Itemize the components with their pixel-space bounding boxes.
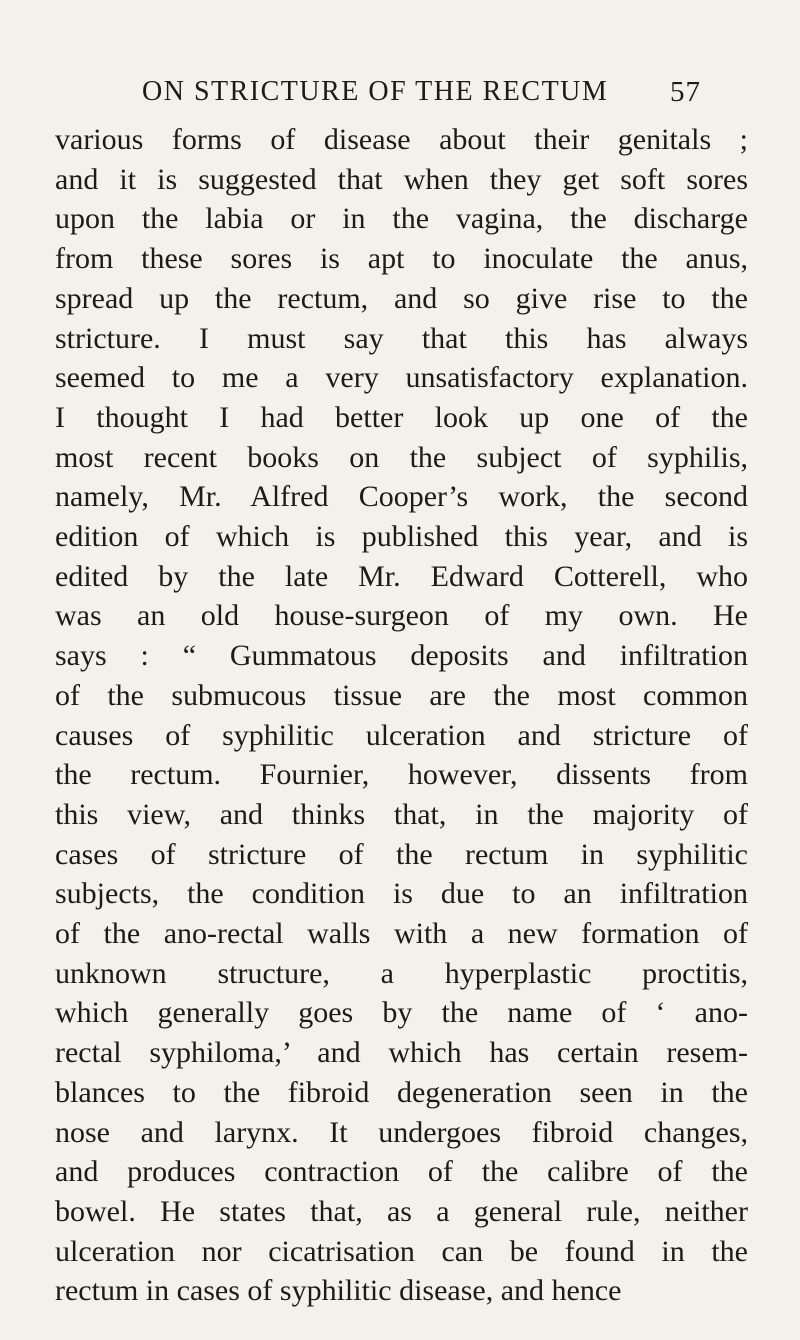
- text-line: rectal syphiloma,’ and which has certain resem-: [55, 1036, 748, 1070]
- text-line: of the submucous tissue are the most common: [55, 678, 748, 712]
- text-line: upon the labia or in the vagina, the discharge: [55, 202, 748, 236]
- text-line: unknown structure, a hyperplastic proctitis,: [55, 956, 748, 990]
- text-line: edited by the late Mr. Edward Cotterell, who: [55, 559, 748, 593]
- text-line: and produces contraction of the calibre of the: [55, 1155, 748, 1189]
- running-title: ON STRICTURE OF THE RECTUM: [142, 76, 609, 107]
- text-line: which generally goes by the name of ‘ ano-: [55, 996, 748, 1030]
- page-number: 57: [670, 76, 701, 108]
- text-line: was an old house-surgeon of my own. He: [55, 599, 748, 633]
- text-line: subjects, the condition is due to an infiltration: [55, 877, 748, 911]
- text-line: this view, and thinks that, in the majority of: [55, 797, 748, 831]
- text-line: and it is suggested that when they get soft sores: [55, 162, 748, 196]
- text-line: rectum in cases of syphilitic disease, and hence: [55, 1274, 622, 1308]
- text-line: from these sores is apt to inoculate the anus,: [55, 242, 748, 276]
- text-line: spread up the rectum, and so give rise to the: [55, 281, 748, 315]
- text-line: causes of syphilitic ulceration and stricture of: [55, 718, 748, 752]
- text-line: blances to the fibroid degeneration seen in the: [55, 1075, 748, 1109]
- text-line: most recent books on the subject of syphilis,: [55, 440, 748, 474]
- text-line: bowel. He states that, as a general rule, neither: [55, 1194, 748, 1228]
- text-line: I thought I had better look up one of the: [55, 400, 748, 434]
- running-head: [0, 76, 800, 116]
- text-line: various forms of disease about their genitals ;: [55, 123, 748, 156]
- text-line: nose and larynx. It undergoes fibroid changes,: [55, 1115, 748, 1149]
- text-line: the rectum. Fournier, however, dissents from: [55, 758, 748, 792]
- text-line: ulceration nor cicatrisation can be found in the: [55, 1234, 748, 1268]
- text-line: stricture. I must say that this has always: [55, 321, 748, 355]
- text-line: seemed to me a very unsatisfactory explanation.: [55, 361, 748, 395]
- text-line: cases of stricture of the rectum in syphilitic: [55, 837, 748, 871]
- text-line: says : “ Gummatous deposits and infiltration: [55, 639, 748, 673]
- text-line: edition of which is published this year, and is: [55, 520, 748, 553]
- text-line: of the ano-rectal walls with a new formation of: [55, 917, 748, 950]
- text-line: namely, Mr. Alfred Cooper’s work, the second: [55, 480, 748, 514]
